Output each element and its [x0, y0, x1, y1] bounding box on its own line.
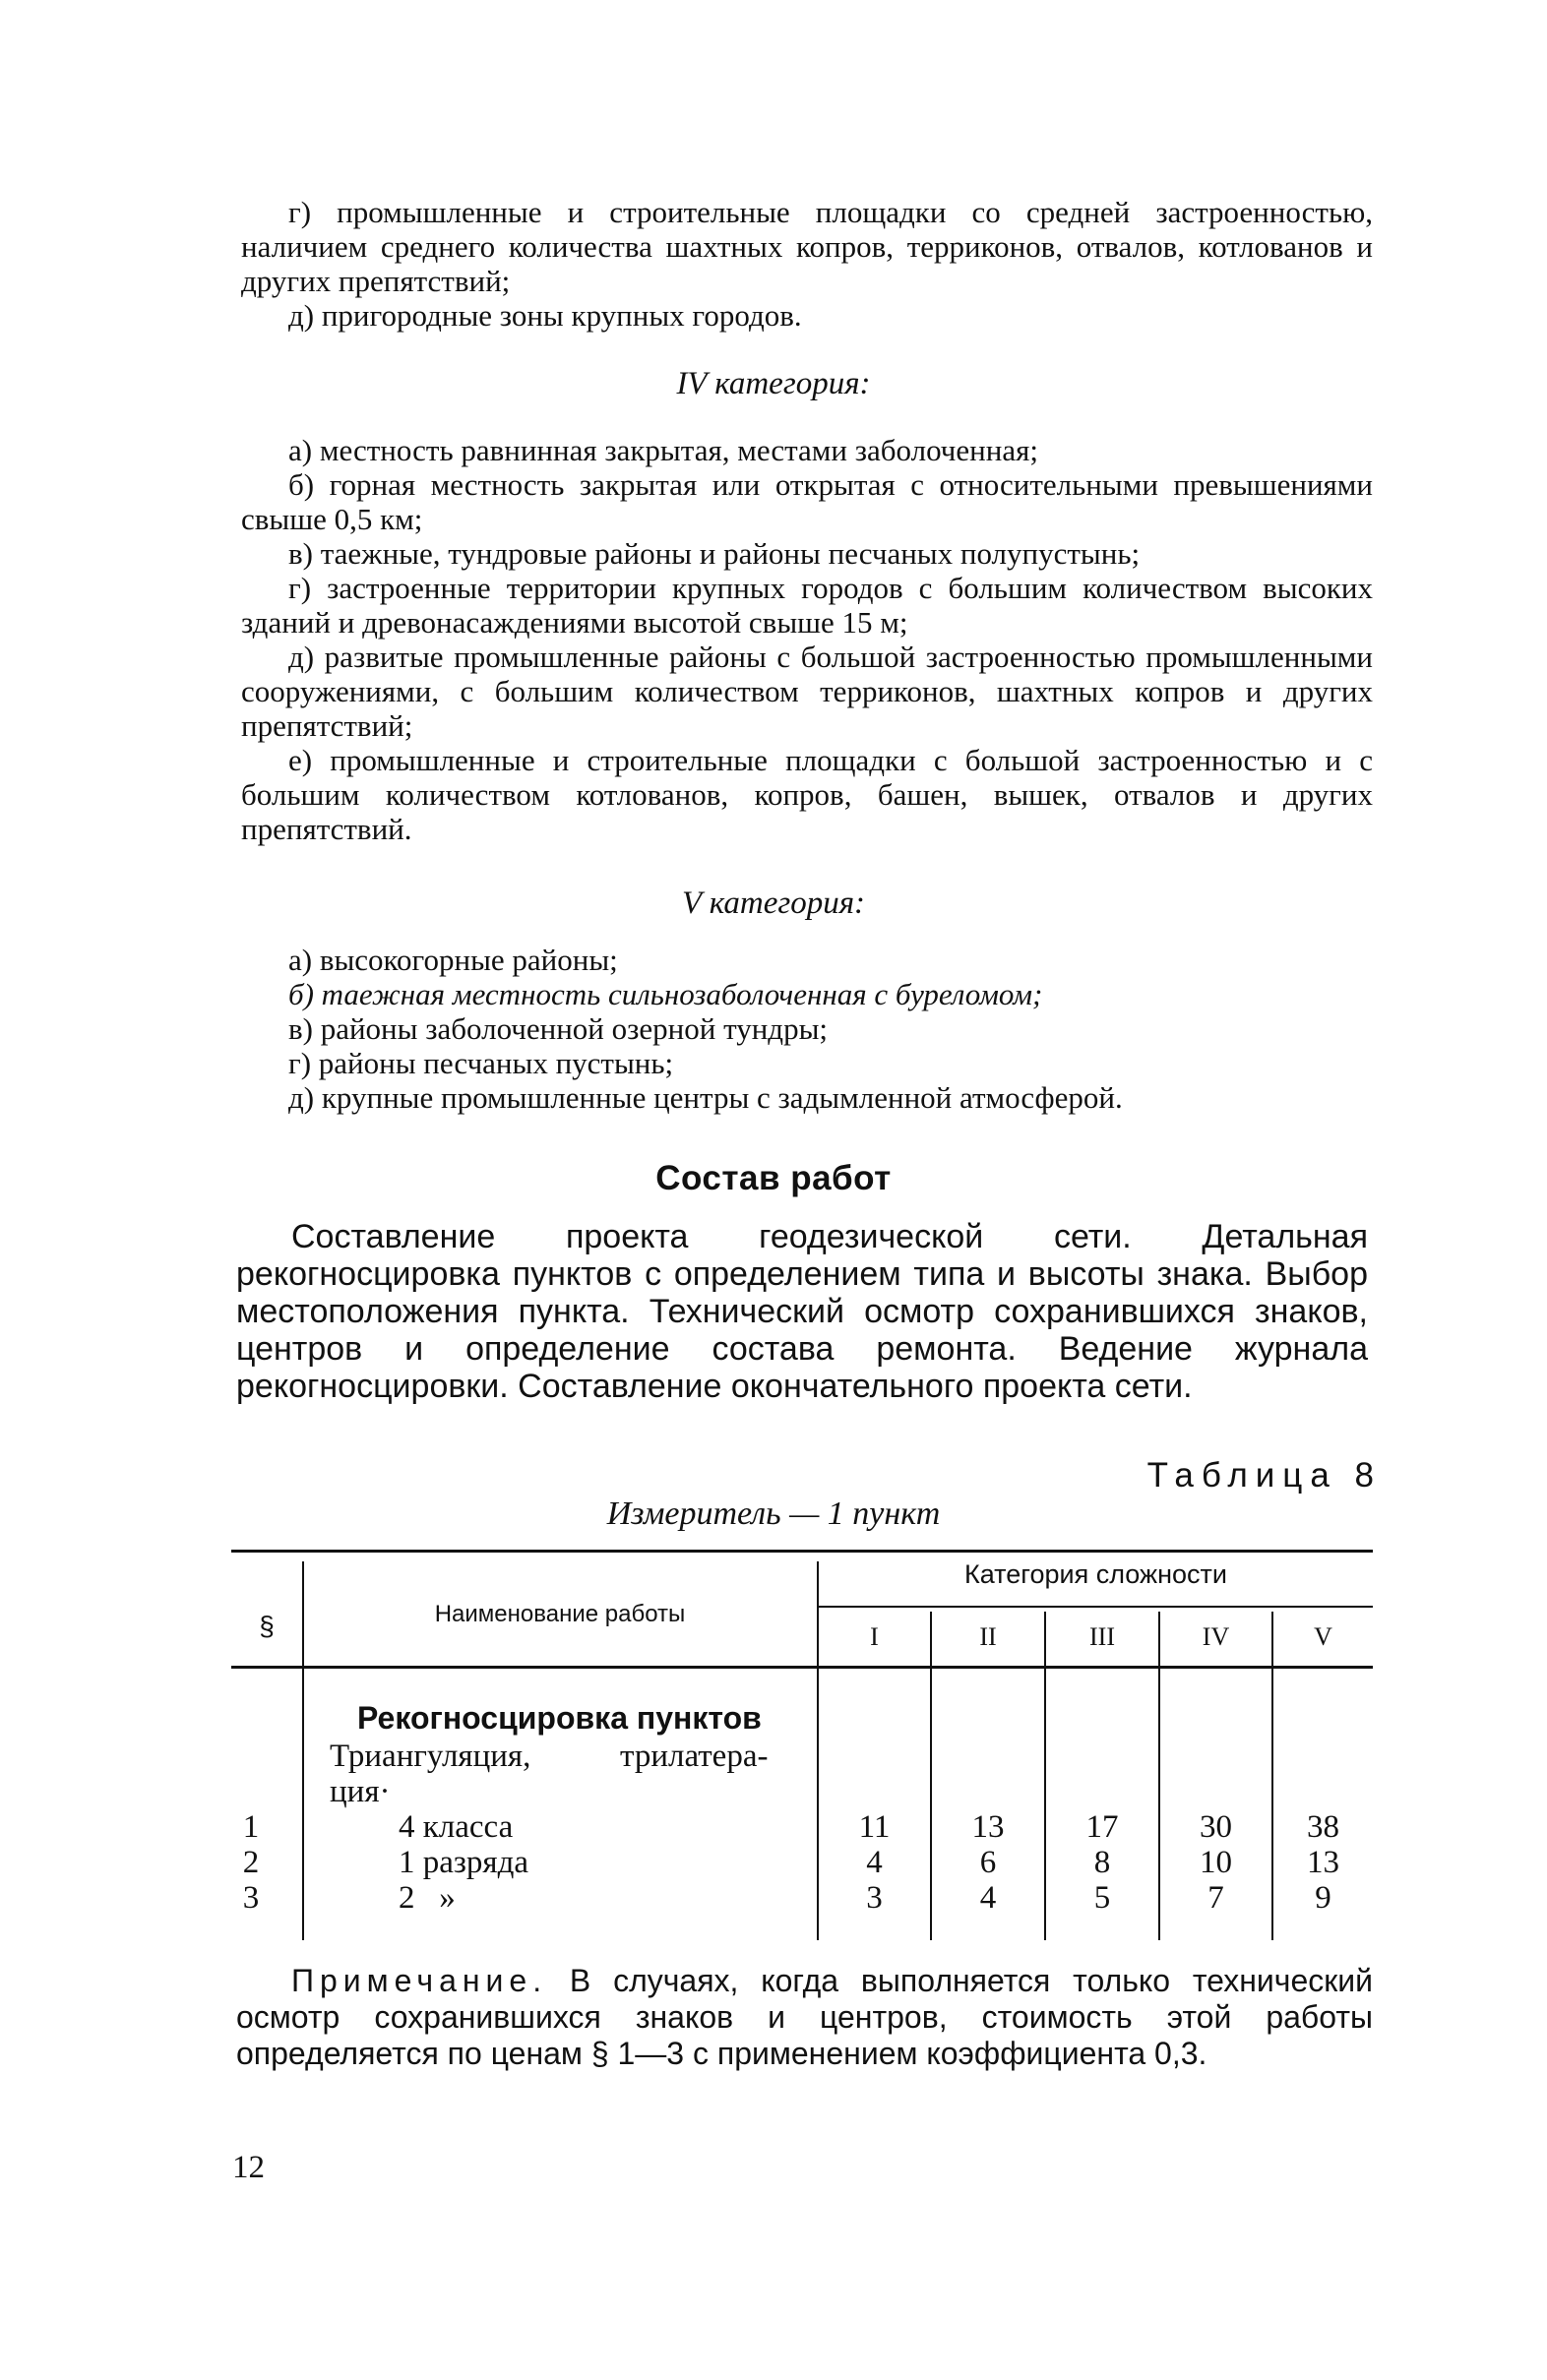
- cat4-item-e: е) промышленные и строительные площадки с большой застроенностью и с большим количеством котлованов, копров, башен, вышек, отвалов и других препятствий.: [241, 743, 1373, 846]
- header-cat-5: V: [1314, 1622, 1332, 1651]
- cat3-item-d: д) пригородные зоны крупных городов.: [288, 298, 802, 333]
- table-label: Таблица 8: [1146, 1456, 1382, 1495]
- cat4-item-a: а) местность равнинная закрытая, местами заболоченная;: [288, 433, 1038, 467]
- row-2-cat-5: 13: [1307, 1845, 1339, 1880]
- cat4-item-g: г) застроенные территории крупных городов с большим количеством высоких зданий и древонасаждениями высотой свыше 15 м;: [241, 571, 1373, 640]
- prices-table: [231, 1550, 1373, 1943]
- category-4-list: [241, 433, 1373, 846]
- cat4-item-b: б) горная местность закрытая или открытая с относительными превышениями свыше 0,5 км;: [241, 467, 1373, 536]
- group-title: Рекогносцировка пунктов: [357, 1700, 762, 1736]
- category-4-heading: IV категория:: [676, 366, 871, 401]
- row-1-cat-1: 11: [858, 1809, 891, 1845]
- group-sub-1: Триангуляция,: [330, 1739, 531, 1774]
- composition-text: Составление проекта геодезической сети. Детальная рекогносцировка пунктов с определением типа и высоты знака. Выбор местоположения пункта. Технический осмотр сохранившихся знаков, центров и определение состава ремонта. Ведение журнала рекогносцировки. Составление окончательного проекта сети.: [236, 1218, 1368, 1405]
- group-sub-2: трилатера-: [620, 1739, 769, 1774]
- table-header-rule: [231, 1666, 1373, 1669]
- cat4-item-d: д) развитые промышленные районы с большой застроенностью промышленными сооружениями, с большим количеством терриконов, шахтных копров и других препятствий;: [241, 640, 1373, 743]
- row-2-cat-3: 8: [1093, 1845, 1111, 1880]
- note-lead: Примечание.: [291, 1963, 548, 1998]
- group-sub-3: ция·: [330, 1774, 391, 1809]
- row-1-num: 1: [242, 1809, 260, 1845]
- cat5-item-v: в) районы заболоченной озерной тундры;: [288, 1011, 829, 1046]
- row-2-cat-1: 4: [866, 1845, 883, 1880]
- table-note: [236, 1963, 1373, 2072]
- cat5-item-g: г) районы песчаных пустынь;: [288, 1046, 674, 1080]
- cat5-item-d: д) крупные промышленные центры с задымленной атмосферой.: [288, 1080, 1123, 1115]
- row-3-cat-2: 4: [979, 1880, 997, 1916]
- page-number: 12: [232, 2150, 265, 2185]
- row-1-cat-5: 38: [1307, 1809, 1339, 1845]
- category-5-heading: V категория:: [681, 885, 866, 921]
- row-2-cat-2: 6: [979, 1845, 997, 1880]
- row-1-cat-4: 30: [1200, 1809, 1232, 1845]
- category-5-list: [241, 943, 1373, 1115]
- header-cat-3: III: [1089, 1622, 1115, 1651]
- cat3-item-g: г) промышленные и строительные площадки со средней застроенностью, наличием среднего количества шахтных копров, терриконов, отвалов, котлованов и других препятствий;: [241, 195, 1373, 298]
- cat5-item-b: б) таежная местность сильнозаболоченная с буреломом;: [288, 977, 1043, 1011]
- category-3-tail: [241, 195, 1373, 333]
- table-category-rule: [817, 1606, 1373, 1608]
- table-measure: Измеритель — 1 пункт: [606, 1495, 941, 1532]
- row-2-name: 1 разряда: [399, 1845, 529, 1880]
- row-3-cat-3: 5: [1093, 1880, 1111, 1916]
- table-top-rule: [231, 1550, 1373, 1553]
- composition-title: Состав работ: [655, 1159, 892, 1197]
- header-name: Наименование работы: [434, 1601, 686, 1627]
- row-3-cat-5: 9: [1315, 1880, 1331, 1916]
- row-3-cat-1: 3: [866, 1880, 883, 1916]
- header-cat-1: I: [870, 1622, 879, 1651]
- row-2-cat-4: 10: [1200, 1845, 1232, 1880]
- row-3-num: 3: [242, 1880, 260, 1916]
- row-1-name: 4 класса: [399, 1809, 514, 1845]
- cat4-item-v: в) таежные, тундровые районы и районы песчаных полупустынь;: [288, 536, 1141, 571]
- row-1-cat-2: 13: [971, 1809, 1005, 1845]
- row-1-cat-3: 17: [1085, 1809, 1119, 1845]
- row-2-num: 2: [242, 1845, 260, 1880]
- note-text: В случаях, когда выполняется только технический осмотр сохранившихся знаков и центров, стоимость этой работы определяется по ценам § 1—3 с применением коэффициента 0,3.: [236, 1963, 1374, 2071]
- header-cat-2: II: [979, 1622, 997, 1651]
- header-category: Категория сложности: [964, 1559, 1227, 1589]
- header-cat-4: IV: [1202, 1622, 1230, 1651]
- row-3-cat-4: 7: [1207, 1880, 1224, 1916]
- header-section: §: [259, 1611, 275, 1641]
- cat5-item-a: а) высокогорные районы;: [288, 943, 618, 977]
- row-3-name: 2 »: [399, 1880, 456, 1916]
